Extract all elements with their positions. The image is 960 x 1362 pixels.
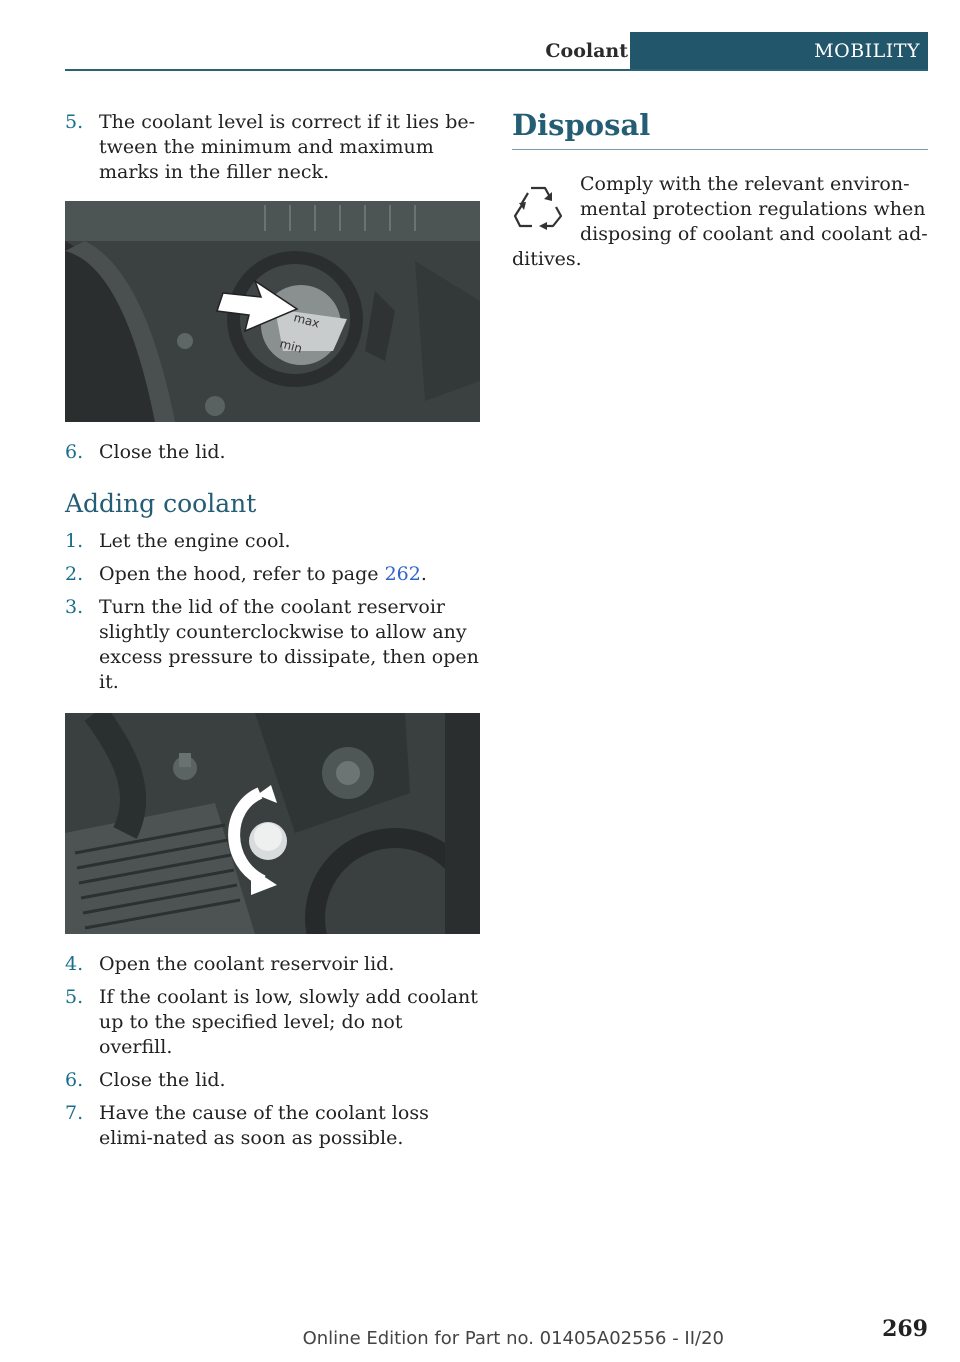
step-eliminate-cause [65,1101,480,1151]
step-text-before: Open the hood, refer to page [99,563,385,585]
left-column [65,110,480,1151]
header-chapter-tab: MOBILITY [630,32,928,70]
engine-bay-photo [65,713,480,934]
step-check-level [65,110,480,185]
step-turn-lid [65,595,480,695]
step-number: 3. [65,596,84,618]
header-rule [65,69,928,71]
step-add-coolant [65,985,480,1060]
min-mark-label: min [278,336,304,356]
step-open-reservoir-lid [65,952,480,977]
disposal-rule [512,149,928,150]
step-number: 7. [65,1102,84,1124]
footer-edition: Online Edition for Part no. 01405A02556 - II/20 [302,1328,724,1349]
max-mark-label: max [292,310,322,331]
step-text: The coolant level is correct if it lies be-tween the minimum and maximum marks in the filler neck. [99,111,476,183]
step-cool-engine [65,529,480,554]
step-number: 4. [65,953,84,975]
step-open-hood [65,562,480,587]
step-number: 6. [65,1069,84,1091]
page-number: 269 [882,1316,928,1342]
right-column [512,105,928,272]
page-reference-link[interactable]: 262 [384,563,421,585]
step-number: 6. [65,441,84,463]
step-text-after: . [420,563,427,585]
adding-coolant-heading: Adding coolant [65,489,257,518]
disposal-heading: Disposal [512,108,651,142]
step-text [99,562,480,587]
step-text: Open the coolant reservoir lid. [99,953,395,975]
step-number: 5. [65,986,84,1008]
footer [0,1316,960,1356]
recycle-icon [512,180,564,232]
step-number: 1. [65,530,84,552]
disposal-text: Comply with the relevant environ-mental protection regulations when disposing of coolant and coolant ad-ditives. [512,173,928,270]
step-text: If the coolant is low, slowly add coolant up to the specified level; do not overfill. [99,986,478,1058]
step-number: 5. [65,111,84,133]
step-text: Have the cause of the coolant loss elimi-nated as soon as possible. [99,1102,429,1149]
step-text: Turn the lid of the coolant reservoir slightly counterclockwise to allow any excess pressure to dissipate, then open it. [99,596,479,693]
disposal-note [512,172,928,272]
step-close-lid-2 [65,1068,480,1093]
step-text: Let the engine cool. [99,530,291,552]
step-close-lid [65,440,480,465]
filler-neck-photo [65,201,480,422]
step-text: Close the lid. [99,1069,226,1091]
header-section-title: Coolant [545,40,628,62]
step-text: Close the lid. [99,441,226,463]
step-number: 2. [65,563,84,585]
